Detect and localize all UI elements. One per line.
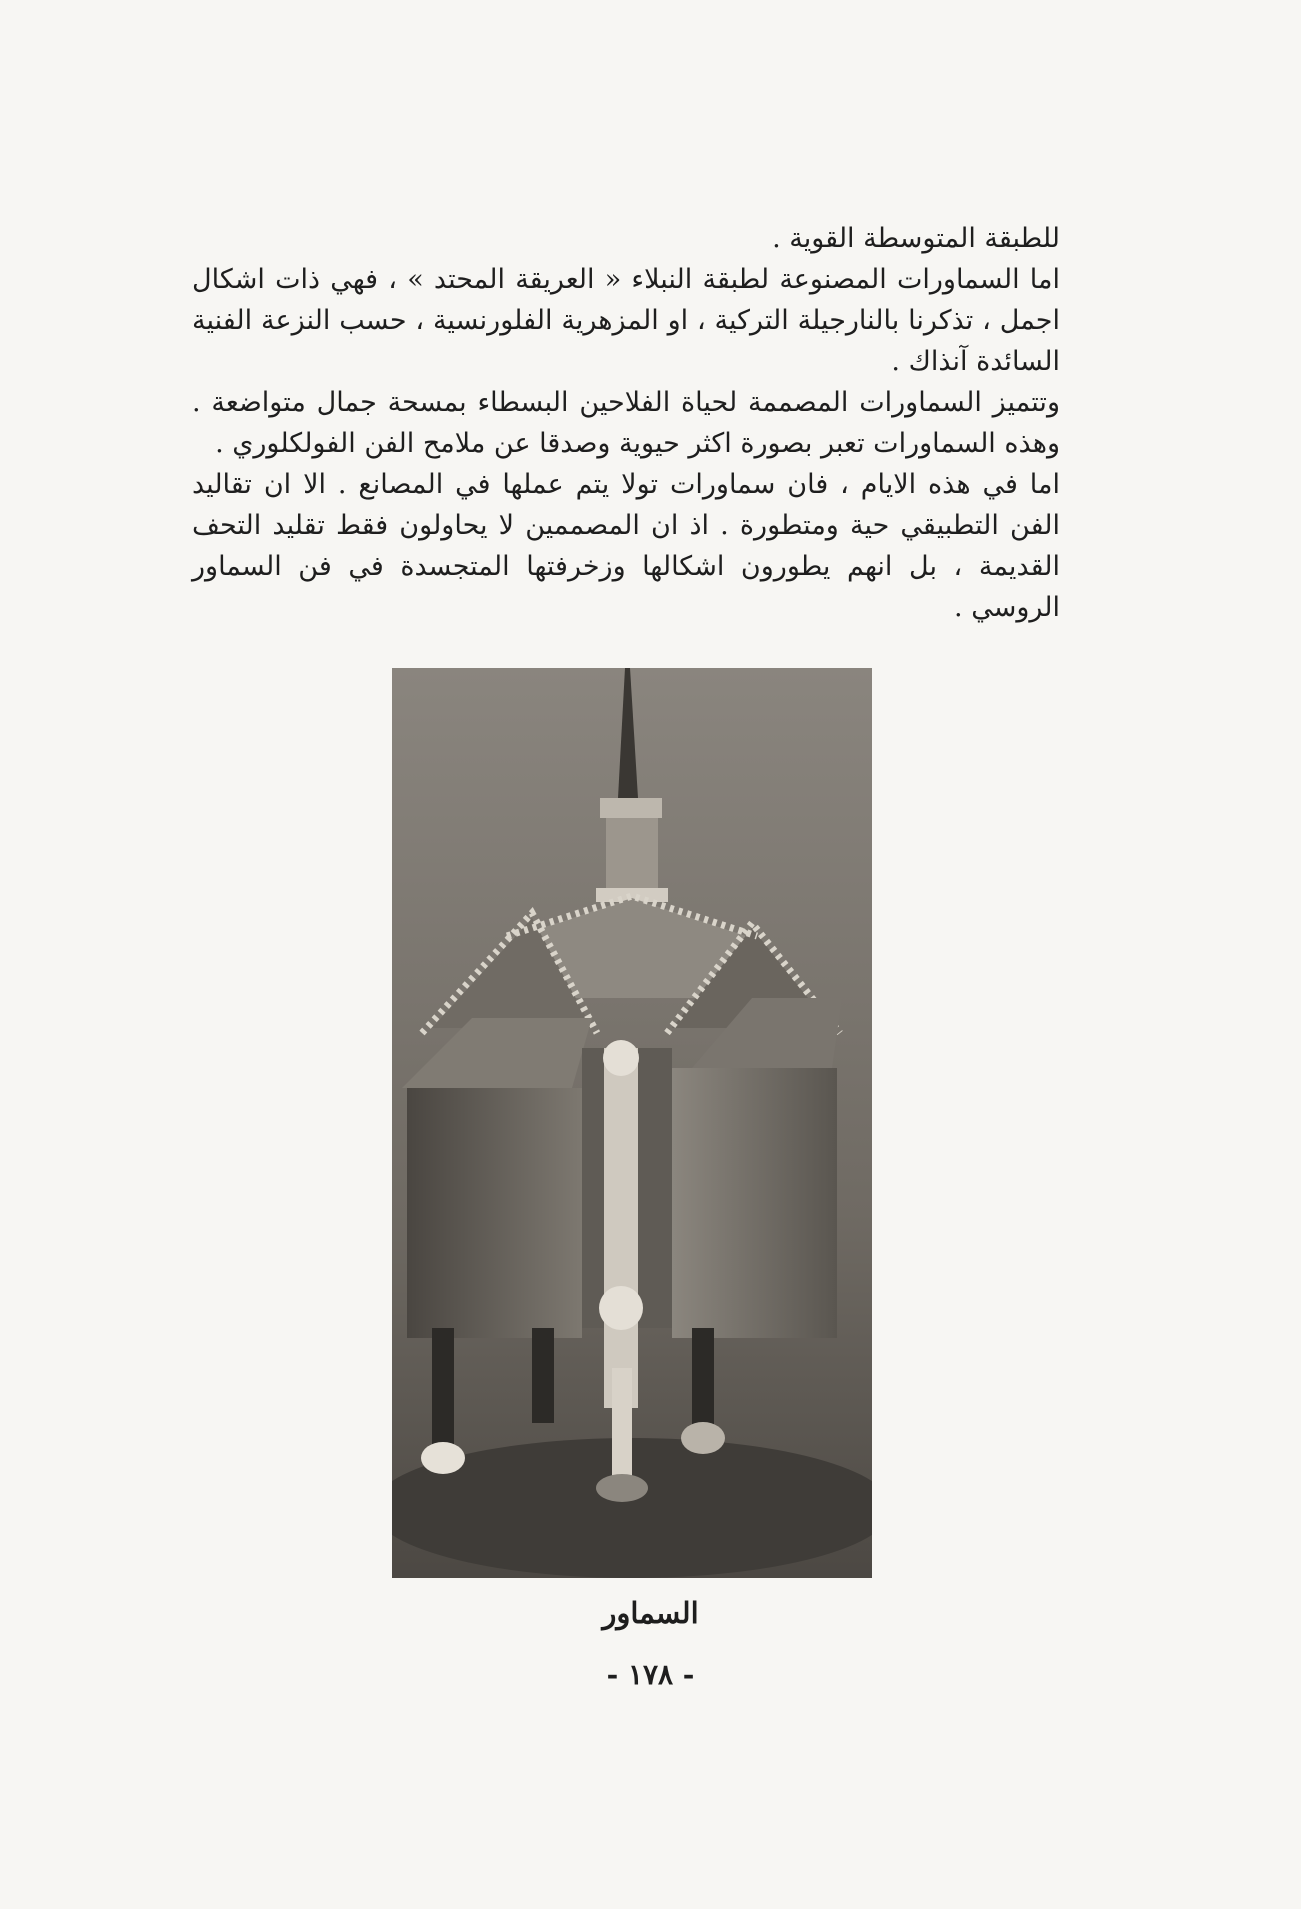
paragraph-4: اما في هذه الايام ، فان سماورات تولا يتم عملها في المصانع . الا ان تقاليد الفن التطبيقي حية ومتطورة . اذ ان المصممين لا يحاولون فقط تقليد التحف القديمة ، بل انهم يطورون اشكالها وزخرفتها المتجسدة في فن السماور الروسي .: [192, 469, 1060, 623]
body-text: [192, 218, 1060, 628]
paragraph-2: اما السماورات المصنوعة لطبقة النبلاء « العريقة المحتد » ، فهي ذات اشكال اجمل ، تذكرنا بالنارجيلة التركية ، او المزهرية الفلورنسية ، حسب النزعة الفنية السائدة آنذاك .: [192, 264, 1060, 377]
paragraph-1: للطبقة المتوسطة القوية .: [772, 223, 1060, 254]
samovar-photo: [392, 668, 872, 1578]
figure-caption: السماور: [602, 1596, 699, 1630]
samovar-illustration: [392, 668, 872, 1578]
paragraph-3: وتتميز السماورات المصممة لحياة الفلاحين البسطاء بمسحة جمال متواضعة . وهذه السماورات تعبر بصورة اكثر حيوية وصدقا عن ملامح الفن الفولكلوري .: [192, 387, 1060, 459]
page-number: - ١٧٨ -: [606, 1658, 695, 1691]
